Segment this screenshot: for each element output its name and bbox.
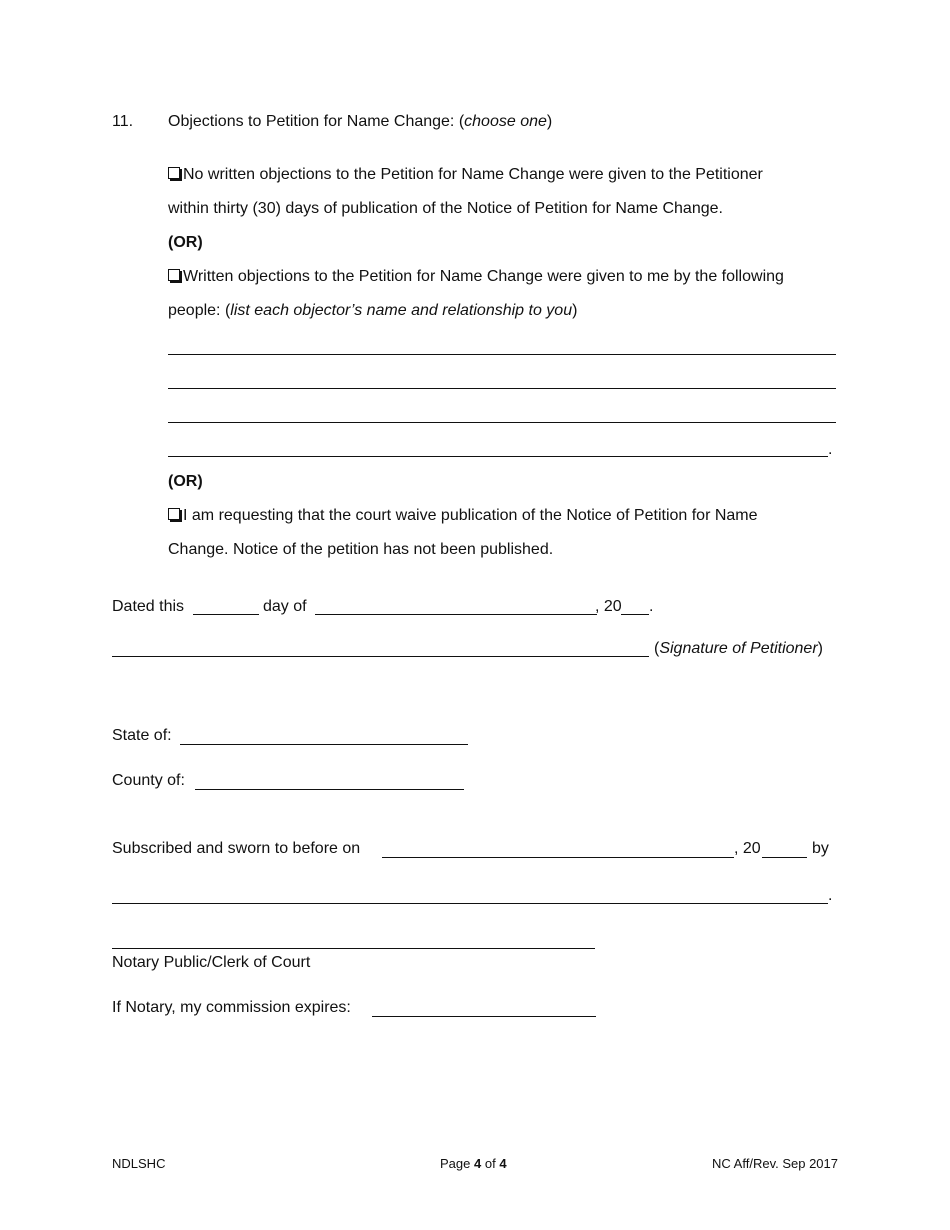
- option-written-objections: [168, 268, 784, 286]
- option2-line2-suffix: ): [572, 302, 578, 319]
- option2-line2-italic: list each objector’s name and relationship to you: [230, 302, 573, 319]
- footer-page-total: 4: [499, 1156, 507, 1171]
- section-title-prefix: Objections to Petition for Name Change: (: [168, 113, 465, 130]
- option1-line2: within thirty (30) days of publication of the Notice of Petition for Name Change.: [168, 200, 723, 217]
- signature-line[interactable]: [112, 656, 649, 657]
- signature-close: ): [817, 640, 823, 657]
- option-waive-publication: [168, 507, 758, 525]
- sworn-year-blank[interactable]: [762, 857, 807, 858]
- or-label-2: (OR): [168, 473, 203, 490]
- objector-line-3[interactable]: [168, 422, 836, 423]
- dated-day-blank[interactable]: [193, 614, 259, 615]
- signature-open: (: [654, 640, 660, 657]
- county-label: County of:: [112, 772, 185, 789]
- checkbox-written-objections[interactable]: [168, 269, 180, 281]
- county-blank[interactable]: [195, 789, 464, 790]
- state-blank[interactable]: [180, 744, 468, 745]
- checkbox-waive-publication[interactable]: [168, 508, 180, 520]
- option2-line2: [168, 302, 577, 320]
- sworn-prefix: Subscribed and sworn to before on: [112, 840, 361, 857]
- section-title-suffix: ): [546, 113, 553, 130]
- objector-line-2[interactable]: [168, 388, 836, 389]
- option2-line2-prefix: people: (: [168, 302, 231, 319]
- commission-blank[interactable]: [372, 1016, 596, 1017]
- or-label-1: (OR): [168, 234, 203, 251]
- objector-line-4[interactable]: [168, 456, 828, 457]
- footer-of-word: of: [484, 1156, 496, 1171]
- objector-line-1[interactable]: [168, 354, 836, 355]
- commission-label: If Notary, my commission expires:: [112, 999, 351, 1016]
- signature-label: [654, 640, 823, 658]
- option3-line2: Change. Notice of the petition has not been published.: [168, 541, 554, 558]
- option3-line1: I am requesting that the court waive publication of the Notice of Petition for Name: [183, 507, 758, 524]
- footer-page: [440, 1156, 507, 1171]
- dated-month-blank[interactable]: [315, 614, 597, 615]
- option2-line1: Written objections to the Petition for Name Change were given to me by the following: [183, 268, 784, 285]
- notary-signature-line[interactable]: [112, 948, 595, 949]
- sworn-period: .: [828, 887, 833, 904]
- dated-end: .: [649, 598, 654, 615]
- checkbox-no-objections[interactable]: [168, 167, 180, 179]
- section-title: [168, 113, 552, 131]
- state-label: State of:: [112, 727, 172, 744]
- sworn-name-line[interactable]: [112, 903, 828, 904]
- option1-line1: No written objections to the Petition for Name Change were given to the Petitioner: [183, 166, 763, 183]
- footer-page-word: Page: [440, 1156, 471, 1171]
- dated-mid: day of: [263, 598, 307, 615]
- section-title-italic: choose one: [464, 113, 547, 130]
- section-number: 11.: [112, 113, 134, 130]
- sworn-date-blank[interactable]: [382, 857, 734, 858]
- dated-year-prefix: , 20: [595, 598, 622, 615]
- dated-year-blank[interactable]: [621, 614, 649, 615]
- option-no-objections: [168, 166, 763, 184]
- signature-label-italic: Signature of Petitioner: [659, 640, 818, 657]
- notary-label: Notary Public/Clerk of Court: [112, 954, 311, 971]
- footer-left: NDLSHC: [112, 1156, 166, 1171]
- footer-right: NC Aff/Rev. Sep 2017: [712, 1156, 838, 1171]
- objector-period: .: [828, 441, 833, 458]
- sworn-year-prefix: , 20: [734, 840, 761, 857]
- footer-page-num: 4: [474, 1156, 482, 1171]
- dated-prefix: Dated this: [112, 598, 185, 615]
- sworn-by: by: [812, 840, 829, 857]
